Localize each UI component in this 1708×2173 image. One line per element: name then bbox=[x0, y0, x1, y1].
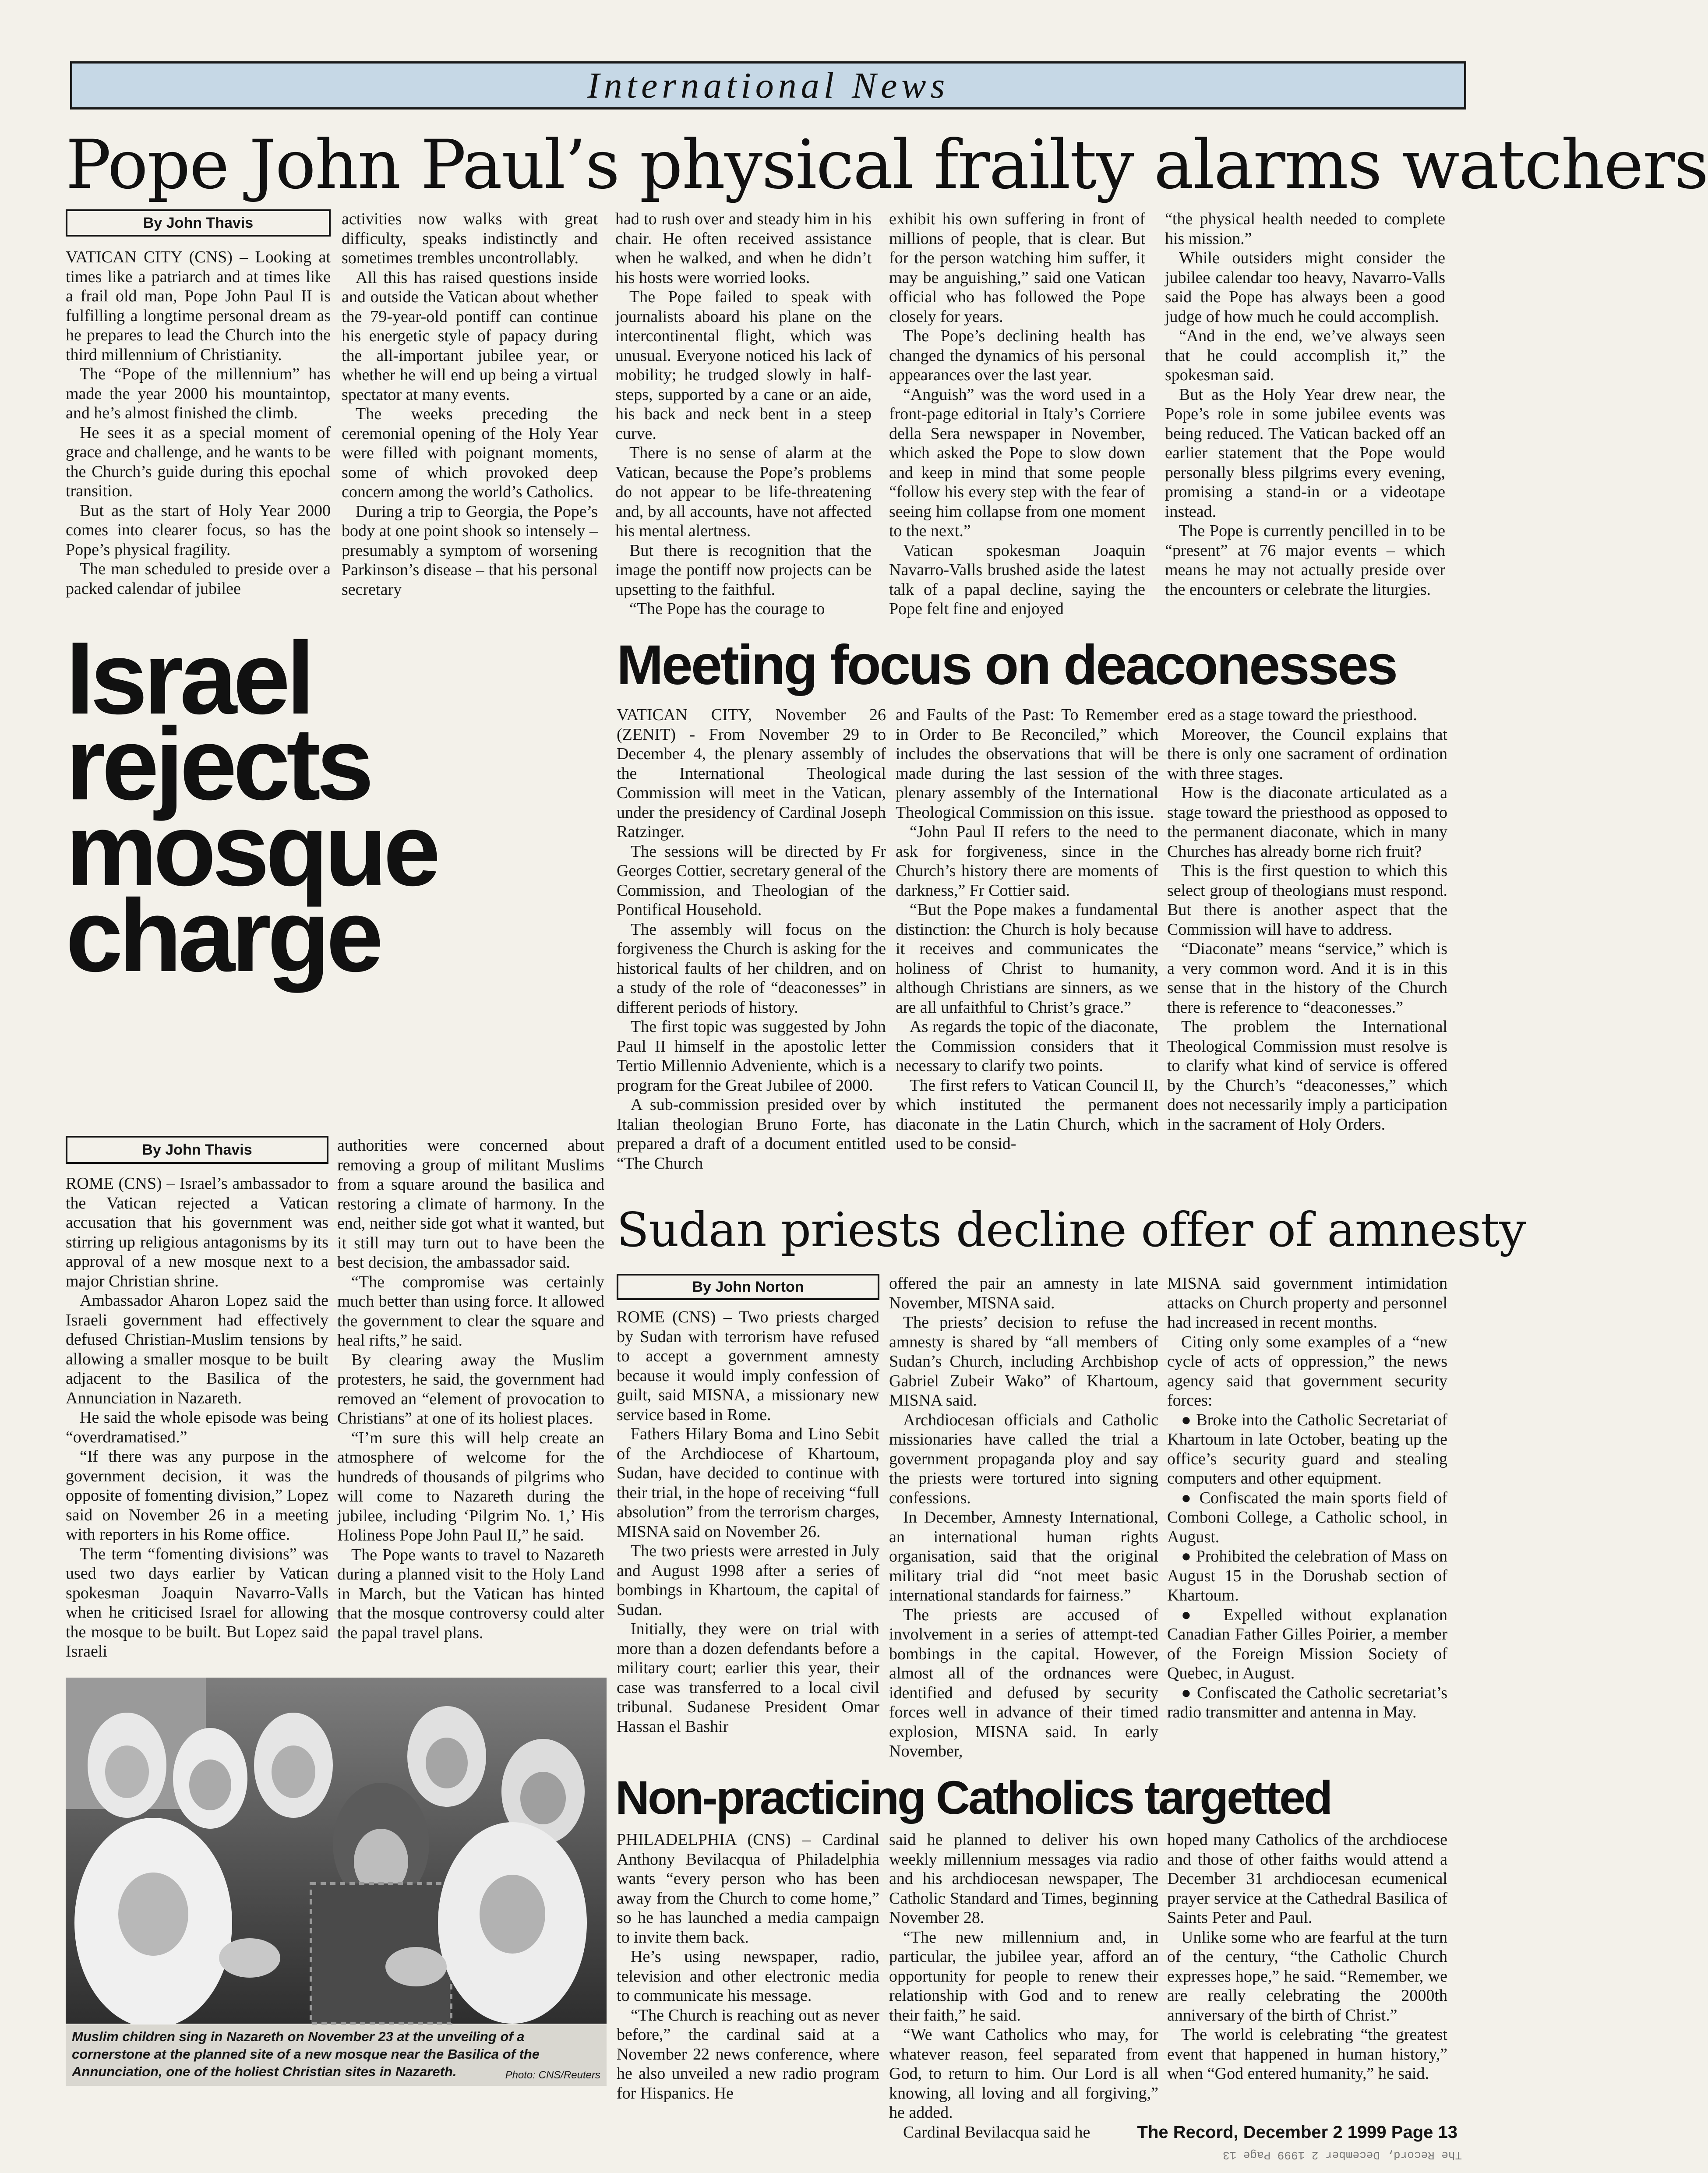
headline-line: charge bbox=[66, 878, 380, 993]
story1-headline: Pope John Paul’s physical frailty alarms watchers bbox=[66, 126, 1708, 204]
news-photo bbox=[66, 1678, 607, 2024]
paragraph: The first refers to Vatican Council II, which instituted the permanent diaconate in the Latin Church, which used to be consid- bbox=[896, 1076, 1158, 1153]
paragraph: There is no sense of alarm at the Vatican, because the Pope’s problems do not appear to be life-threatening and, by all accounts, have not affected his mental alertness. bbox=[615, 444, 872, 540]
paragraph: This is the first question to which this select group of theologians must respond. But there is another aspect that the Commission will have to address. bbox=[1167, 862, 1447, 939]
paragraph: The weeks preceding the ceremonial opening of the Holy Year were filled with poignant moments, some of which provoked deep concern among the world’s Catholics. bbox=[342, 405, 598, 501]
page-footer: The Record, December 2 1999 Page 13 bbox=[1137, 2123, 1457, 2142]
story3-headline: Meeting focus on deaconesses bbox=[617, 634, 1397, 696]
headline-line: mosque bbox=[66, 792, 437, 907]
paragraph: Fathers Hilary Boma and Lino Sebit of the Archdiocese of Khartoum, Sudan, have decided to continue with their trial, in the hope of receiving “full absolution” from the terrorism charges, MISNA said on November 26. bbox=[617, 1425, 879, 1541]
paragraph: ROME (CNS) – Two priests charged by Sudan with terrorism have refused to accept a government amnesty because it would imply confession of guilt, said MISNA, a missionary new service based in Rome. bbox=[617, 1308, 879, 1424]
paragraph: All this has raised questions inside and outside the Vatican about whether the 79-year-old pontiff can continue his energetic style of papacy during the all-important jubilee year, or whether he will end up being a virtual spectator at many events. bbox=[342, 268, 598, 404]
paragraph: “I’m sure this will help create an atmosphere of welcome for the hundreds of thousands of pilgrims who will come to Nazareth during the jubilee, including ‘Pilgrim No. 1,’ His Holiness Pope John Paul II,” he said. bbox=[337, 1428, 604, 1544]
story5-headline: Non-practicing Catholics targetted bbox=[615, 1771, 1331, 1824]
paragraph: “If there was any purpose in the government decision, it was the opposite of fomenting division,” Lopez said on November 26 in a meeting with reporters in his Rome office. bbox=[66, 1447, 328, 1544]
story1-column-1 bbox=[66, 247, 331, 629]
paragraph: But as the start of Holy Year 2000 comes into clearer focus, so has the Pope’s physical fragility. bbox=[66, 501, 331, 559]
paragraph: In December, Amnesty International, an international human rights organisation, said that the original military trial did “not meet basic international standards for fairness.” bbox=[889, 1508, 1158, 1604]
paragraph: Archdiocesan officials and Catholic missionaries have called the trial a government propaganda ploy and say the priests were tortured into signing confessions. bbox=[889, 1410, 1158, 1507]
paragraph: authorities were concerned about removing a group of militant Muslims from a square around the basilica and restoring a climate of harmony. In the end, neither side got what it wanted, but it still may turn out to have been the best decision, the ambassador said. bbox=[337, 1136, 604, 1272]
bullet-item: ● Prohibited the celebration of Mass on August 15 in the Dorushab section of Khartoum. bbox=[1167, 1547, 1447, 1604]
paragraph: “Diaconate” means “service,” which is a very common word. And it is in this sense that in the history of the Church there is reference to “deaconesses.” bbox=[1167, 940, 1447, 1017]
headline-line: Israel bbox=[66, 620, 311, 735]
paragraph: VATICAN CITY, November 26 (ZENIT) - From November 29 to December 4, the plenary assembly of the International Theological Commission will meet in the Vatican, under the presidency of Cardinal Joseph Ratzinger. bbox=[617, 706, 886, 841]
bullet-item: ● Confiscated the Catholic secretariat’s radio transmitter and antenna in May. bbox=[1167, 1683, 1447, 1721]
story4-column-3 bbox=[1167, 1274, 1447, 1772]
paragraph: Moreover, the Council explains that there is only one sacrament of ordination with three stages. bbox=[1167, 725, 1447, 783]
story1-column-4 bbox=[889, 209, 1145, 629]
paragraph: The two priests were arrested in July and August 1998 after a series of bombings in Khartoum, the capital of Sudan. bbox=[617, 1542, 879, 1619]
paragraph: MISNA said government intimidation attacks on Church property and personnel had increased in recent months. bbox=[1167, 1274, 1447, 1332]
story4-headline: Sudan priests decline offer of amnesty bbox=[617, 1203, 1526, 1258]
story5-column-1 bbox=[617, 1830, 879, 2110]
edge-stamp: The Record, December 2 1999 Page 13 bbox=[1222, 2148, 1462, 2162]
paragraph: He said the whole episode was being “overdramatised.” bbox=[66, 1408, 328, 1446]
headline-line: rejects bbox=[66, 706, 370, 821]
paragraph: The Pope’s declining health has changed the dynamics of his personal appearances over the last year. bbox=[889, 327, 1145, 384]
paragraph: The “Pope of the millennium” has made the year 2000 his mountaintop, and he’s almost finished the climb. bbox=[66, 365, 331, 422]
story2-byline: By John Thavis bbox=[66, 1136, 328, 1164]
paragraph: “The compromise was certainly much better than using force. It allowed the government to clear the square and heal rifts,” he said. bbox=[337, 1272, 604, 1350]
story4-byline: By John Norton bbox=[617, 1274, 879, 1300]
paragraph: The priests are accused of involvement in a series of attempt-ted bombings in the capital. However, almost all of the ordnances were identified and defused by security forces well in advance of their timed explosion, MISNA said. In early November, bbox=[889, 1605, 1158, 1760]
caption-text: Muslim children sing in Nazareth on November 23 at the unveiling of a cornerstone at the planned site of a new mosque near the Basilica of the Annunciation, one of the holiest Christian sites in Nazareth. bbox=[72, 2029, 540, 2079]
paragraph: But as the Holy Year drew near, the Pope’s role in some jubilee events was being reduced. The Vatican backed off an earlier statement that the Pope would personally bless pilgrims every evening, promising a stand-in or a videotape instead. bbox=[1165, 385, 1445, 521]
paragraph: Initially, they were on trial with more than a dozen defendants before a military court; earlier this year, their case was transferred to a local civil tribunal. Sudanese President Omar Hassan el Bashir bbox=[617, 1620, 879, 1736]
paragraph: He sees it as a special moment of grace and challenge, and he wants to be the Church’s guide during this epochal transition. bbox=[66, 423, 331, 500]
paragraph: PHILADELPHIA (CNS) – Cardinal Anthony Bevilacqua of Philadelphia wants “every person who has been away from the Church to come home,” so he has launched a media campaign to invite them back. bbox=[617, 1830, 879, 1947]
paragraph: “And in the end, we’ve always seen that he could accomplish it,” the spokesman said. bbox=[1165, 327, 1445, 384]
paragraph: and Faults of the Past: To Remember in Order to Be Reconciled,” which includes the observations that will be made during the last session of the plenary assembly of the International Theological Commission on this issue. bbox=[896, 706, 1158, 822]
paragraph: The sessions will be directed by Fr Georges Cottier, secretary general of the Commission, and Theologian of the Pontifical Household. bbox=[617, 842, 886, 919]
paragraph: activities now walks with great difficulty, speaks indistinctly and sometimes trembles uncontrollably. bbox=[342, 210, 598, 267]
paragraph: The Pope is currently pencilled in to be “present” at 76 major events – which means he may not actually preside over the encounters or celebrate the liturgies. bbox=[1165, 522, 1445, 599]
paragraph: The Pope wants to travel to Nazareth during a planned visit to the Holy Land in March, but the Vatican has hinted that the mosque controversy could alter the papal travel plans. bbox=[337, 1545, 604, 1642]
story3-column-2 bbox=[896, 705, 1158, 1196]
paragraph: “the physical health needed to complete his mission.” bbox=[1165, 210, 1445, 248]
paragraph: ered as a stage toward the priesthood. bbox=[1167, 706, 1417, 724]
story2-column-2 bbox=[337, 1136, 604, 1671]
story2-headline bbox=[66, 620, 591, 993]
paragraph: Citing only some examples of a “new cycle of acts of oppression,” the news agency said that government security forces: bbox=[1167, 1332, 1447, 1410]
paragraph: By clearing away the Muslim protesters, he said, the government had removed an “element of provocation to Christians” at one of its holiest places. bbox=[337, 1350, 604, 1427]
story3-column-1 bbox=[617, 705, 886, 1196]
children-singing-photo bbox=[66, 1678, 607, 2024]
bullet-item: ● Broke into the Catholic Secretariat of Khartoum in late October, beating up the office’s security guard and stealing computers and other equipment. bbox=[1167, 1410, 1447, 1488]
paragraph: The first topic was suggested by John Paul II himself in the apostolic letter Tertio Millennio Adveniente, which is a program for the Great Jubilee of 2000. bbox=[617, 1018, 886, 1095]
story4-column-2 bbox=[889, 1274, 1158, 1772]
story1-column-5 bbox=[1165, 209, 1445, 629]
paragraph: “The Church is reaching out as never before,” the cardinal said at a November 22 news conference, where he also unveiled a new radio program for Hispanics. He bbox=[617, 2006, 879, 2102]
bullet-item: ● Expelled without explanation Canadian Father Gilles Poirier, a member of the Foreign Mission Society of Quebec, in August. bbox=[1167, 1605, 1447, 1682]
paragraph: “John Paul II refers to the need to ask for forgiveness, since in the Church’s history there are moments of darkness,” Fr Cottier said. bbox=[896, 823, 1158, 900]
paragraph: hoped many Catholics of the archdiocese and those of other faiths would attend a December 31 archdiocesan ecumenical prayer service at the Cathedral Basilica of Saints Peter and Paul. bbox=[1167, 1830, 1447, 1927]
paragraph: VATICAN CITY (CNS) – Looking at times like a patriarch and at times like a frail old man, Pope John Paul II is fulfilling a longtime personal dream as he prepares to lead the Church into the third millennium of Christianity. bbox=[66, 248, 331, 364]
paragraph: “But the Pope makes a fundamental distinction: the Church is holy because it receives and communicates the holiness of Christ to humanity, although Christians are sinners, as we are all unfaithful to Christ’s grace.” bbox=[896, 901, 1158, 1017]
paragraph: ROME (CNS) – Israel’s ambassador to the Vatican rejected a Vatican accusation that his government was stirring up religious antagonisms by its approval of a new mosque next to a major Christian shrine. bbox=[66, 1174, 328, 1290]
paragraph: Vatican spokesman Joaquin Navarro-Valls brushed aside the latest talk of a papal decline, saying the Pope felt fine and enjoyed bbox=[889, 541, 1145, 618]
paragraph: But there is recognition that the image the pontiff now projects can be upsetting to the faithful. bbox=[615, 541, 872, 599]
story1-byline: By John Thavis bbox=[66, 209, 331, 237]
story5-column-2 bbox=[889, 1830, 1158, 2141]
paragraph: “Anguish” was the word used in a front-page editorial in Italy’s Corriere della Sera newspaper in November, which asked the Pope to slow down and keep in mind that some people “follow his every step with the fear of seeing him collapse from one moment to the next.” bbox=[889, 385, 1145, 540]
story3-column-3 bbox=[1167, 705, 1447, 1196]
photo-credit: Photo: CNS/Reuters bbox=[505, 2069, 600, 2081]
story5-column-3 bbox=[1167, 1830, 1447, 2110]
paragraph: exhibit his own suffering in front of millions of people, that is clear. But for the person watching him suffer, it may be anguishing,” said one Vatican official who has followed the Pope closely for years. bbox=[889, 210, 1145, 326]
paragraph: “The Pope has the courage to bbox=[629, 600, 825, 618]
paragraph: The priests’ decision to refuse the amnesty is shared by “all members of Sudan’s Church, including Archbishop Gabriel Zubeir Wako” of Khartoum, MISNA said. bbox=[889, 1313, 1158, 1410]
story4-column-1 bbox=[617, 1307, 879, 1772]
paragraph: The world is celebrating “the greatest event that happened in human history,” when “God entered humanity,” he said. bbox=[1167, 2025, 1447, 2083]
paragraph: How is the diaconate articulated as a stage toward the priesthood as opposed to the permanent diaconate, which in many Churches has already borne rich fruit? bbox=[1167, 784, 1447, 861]
paragraph: Unlike some who are fearful at the turn of the century, “the Catholic Church expresses hope,” he said. “Remember, we are really celebrating the 2000th anniversary of the birth of Christ.” bbox=[1167, 1928, 1447, 2025]
paragraph: As regards the topic of the diaconate, the Commission considers that it necessary to clarify two points. bbox=[896, 1018, 1158, 1075]
paragraph: offered the pair an amnesty in late November, MISNA said. bbox=[889, 1274, 1158, 1312]
paragraph: The assembly will focus on the forgiveness the Church is asking for the historical faults of her children, and on a study of the role of “deaconesses” in different periods of history. bbox=[617, 920, 886, 1017]
paragraph: The problem the International Theological Commission must resolve is to clarify what kind of service is offered by the Church’s “deaconesses,” which does not necessarily imply a participation in the sacrament of Holy Orders. bbox=[1167, 1018, 1447, 1134]
story2-column-1 bbox=[66, 1174, 328, 1671]
story1-column-2 bbox=[342, 209, 598, 629]
paragraph: “The new millennium and, in particular, the jubilee year, afford an opportunity for people to renew their relationship with God and to renew their faith,” he said. bbox=[889, 1928, 1158, 2025]
paragraph: had to rush over and steady him in his chair. He often received assistance when he walked, and when he didn’t his hosts were worried looks. bbox=[615, 210, 872, 287]
story1-column-3 bbox=[615, 209, 872, 629]
paragraph: While outsiders might consider the jubilee calendar too heavy, Navarro-Valls said the Pope has always been a good judge of how much he could accomplish. bbox=[1165, 249, 1445, 326]
paragraph: The man scheduled to preside over a packed calendar of jubilee bbox=[66, 560, 331, 598]
paragraph: said he planned to deliver his own weekly millennium messages via radio and his archdiocesan newspaper, The Catholic Standard and Times, beginning November 28. bbox=[889, 1830, 1158, 1927]
paragraph: A sub-commission presided over by Italian theologian Bruno Forte, has prepared a draft of a document entitled “The Church bbox=[617, 1095, 886, 1173]
paragraph: During a trip to Georgia, the Pope’s body at one point shook so intensely – presumably a symptom of worsening Parkinson’s disease – that his personal secretary bbox=[342, 502, 598, 599]
paragraph: The Pope failed to speak with journalists aboard his plane on the intercontinental flight, which was unusual. Everyone noticed his lack of mobility; he trudged slowly in half-steps, supported by a cane or an aide, his back and neck bent in a steep curve. bbox=[615, 288, 872, 443]
paragraph: “We want Catholics who may, for whatever reason, feel separated from God, to return to him. Our Lord is all knowing, all loving and all forgiving,” he added. bbox=[889, 2025, 1158, 2122]
paragraph: The term “fomenting divisions” was used two days earlier by Vatican spokesman Joaquin Navarro-Valls when he criticised Israel for allowing the mosque to be built. But Lopez said Israeli bbox=[66, 1544, 328, 1661]
paragraph: He’s using newspaper, radio, television and other electronic media to communicate his message. bbox=[617, 1947, 879, 2005]
section-banner: International News bbox=[70, 61, 1466, 110]
bullet-item: ● Confiscated the main sports field of Comboni College, a Catholic school, in August. bbox=[1167, 1488, 1447, 1546]
paragraph: Ambassador Aharon Lopez said the Israeli government had effectively defused Christian-Muslim tensions by allowing a smaller mosque to be built adjacent to the Basilica of the Annunciation in Nazareth. bbox=[66, 1291, 328, 1407]
paragraph: Cardinal Bevilacqua said he bbox=[903, 2123, 1090, 2141]
photo-caption bbox=[66, 2025, 607, 2086]
